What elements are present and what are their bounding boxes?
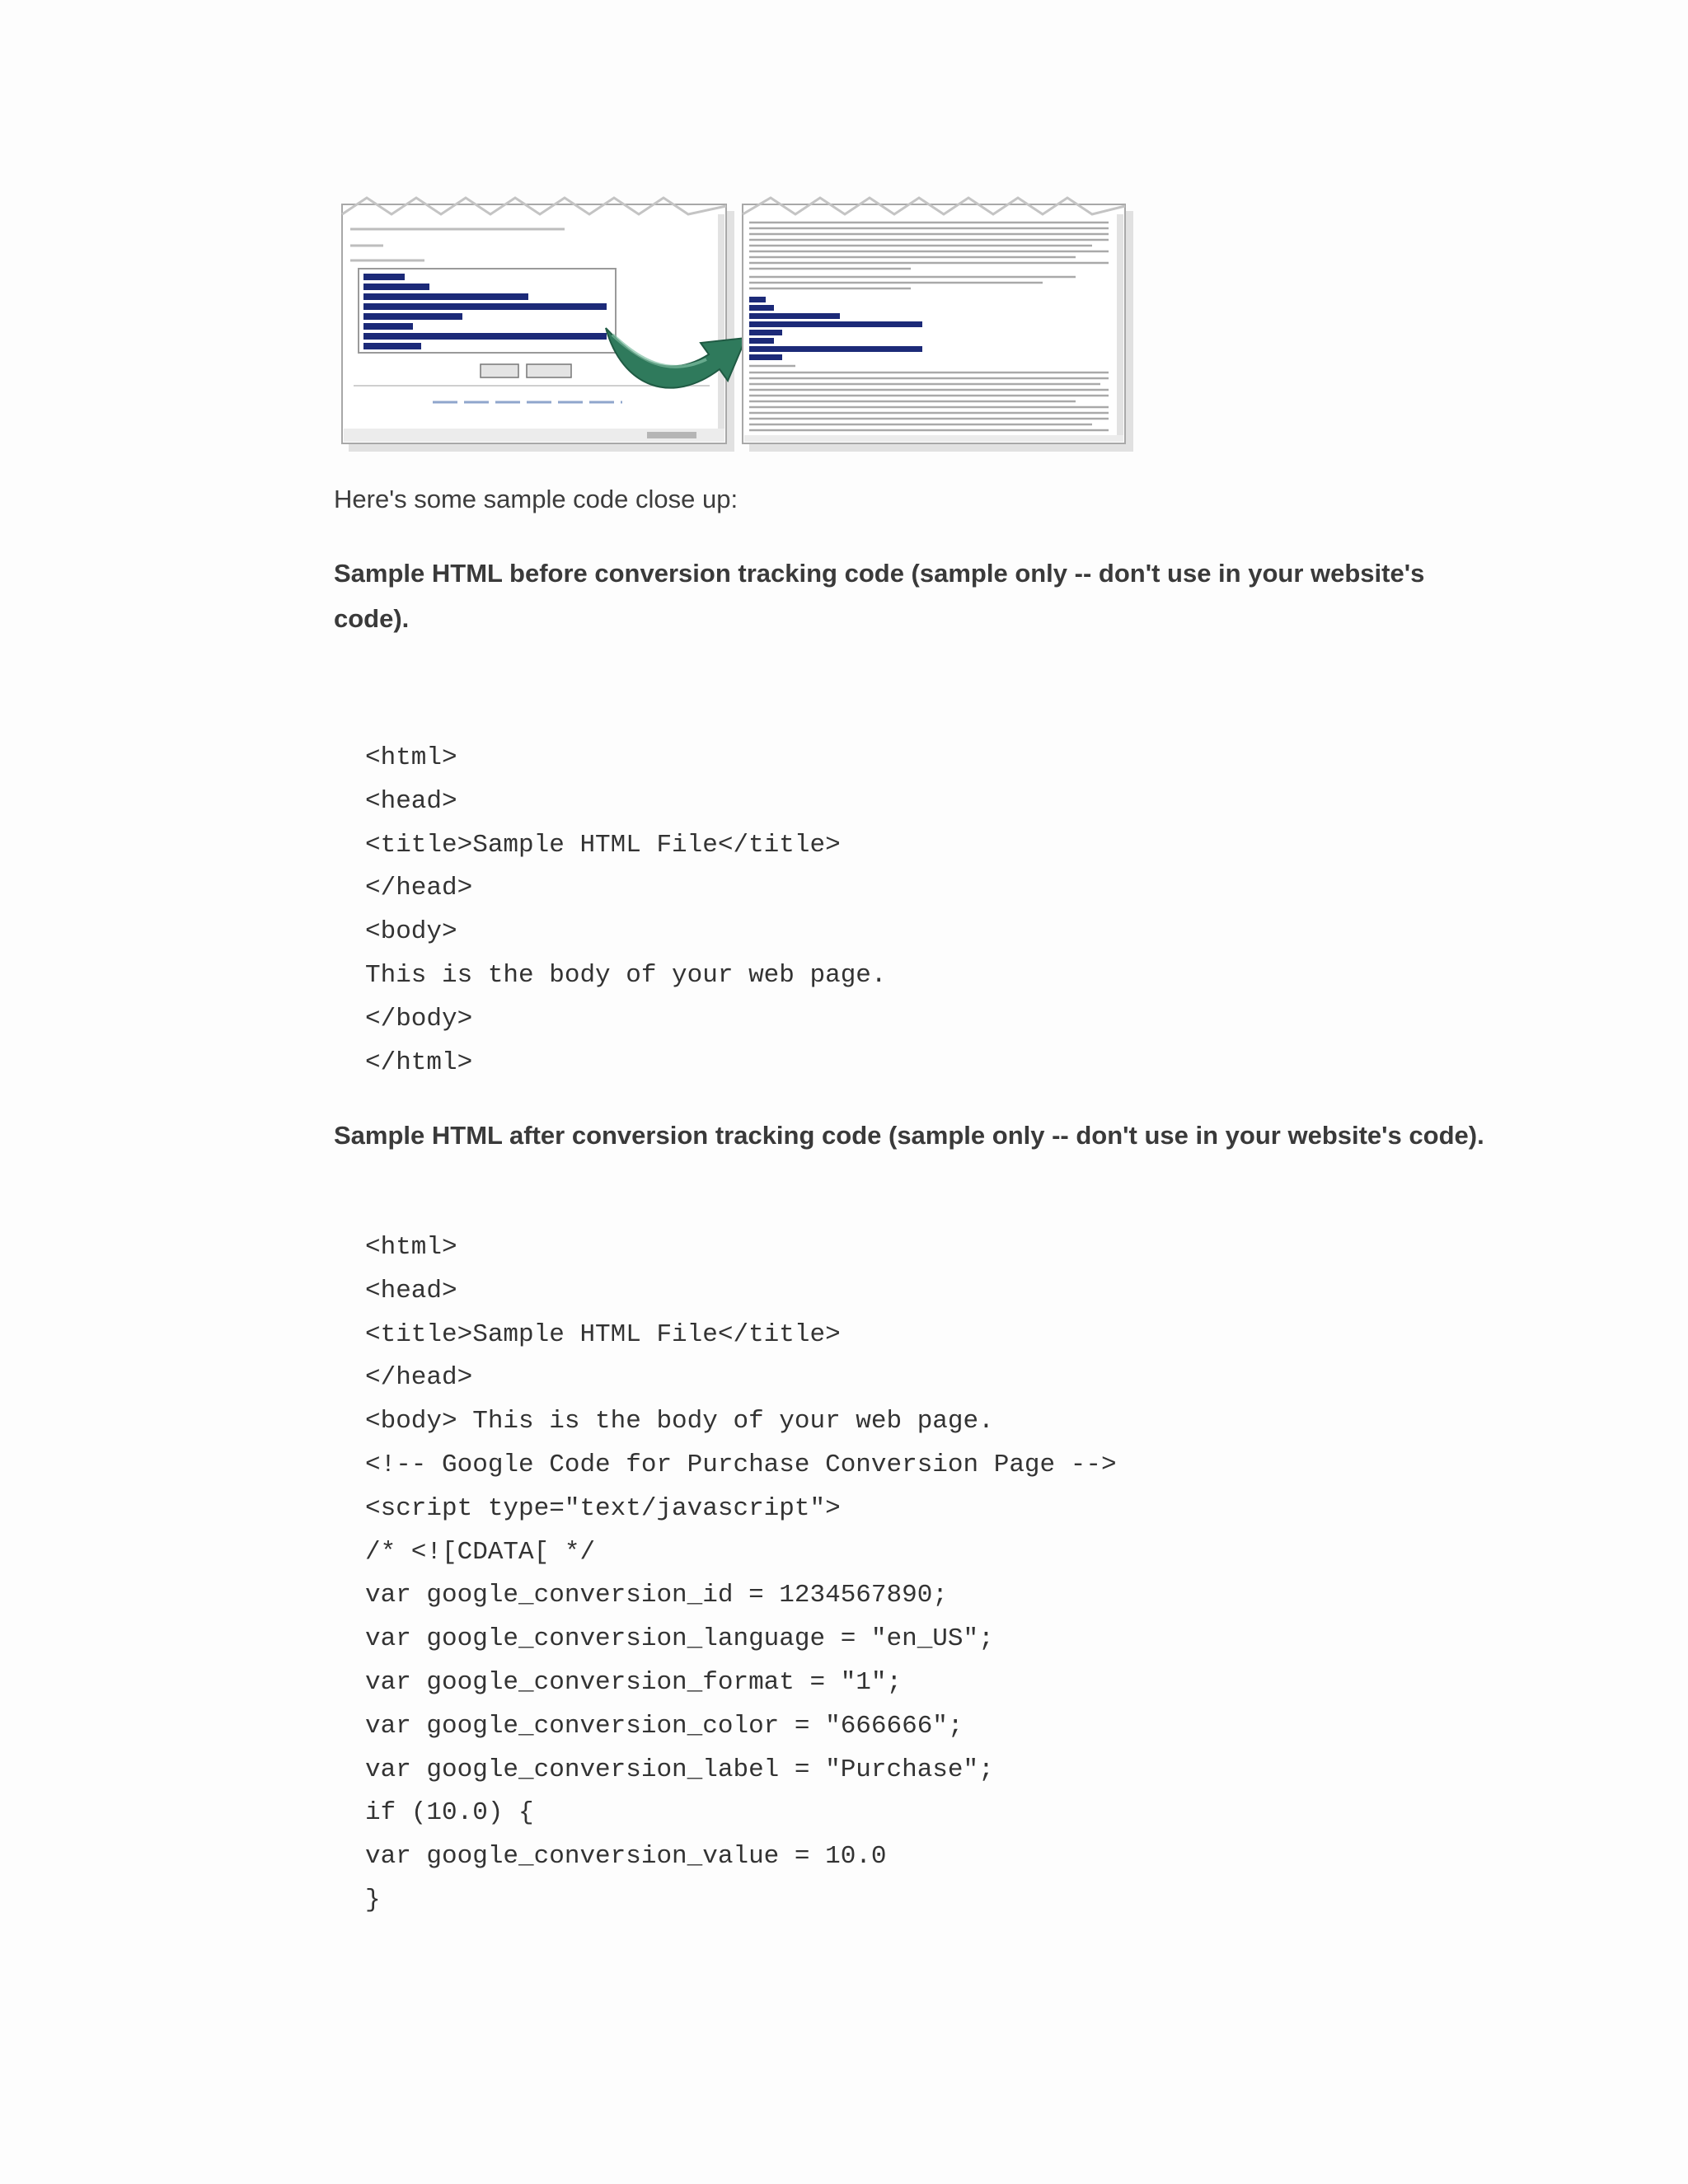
code-line: <head> [365, 786, 457, 816]
code-line: <title>Sample HTML File</title> [365, 830, 841, 860]
code-line: </html> [365, 1047, 473, 1077]
code-line: <html> [365, 1233, 457, 1262]
code-line: var google_conversion_language = "en_US"; [365, 1624, 994, 1654]
code-line: var google_conversion_color = "666666"; [365, 1711, 964, 1741]
code-line: <!-- Google Code for Purchase Conversion Page --> [365, 1450, 1117, 1479]
left-window-screenshot [342, 198, 734, 452]
after-heading: Sample HTML after conversion tracking code (sample only -- don't use in your website's code). [334, 1121, 1484, 1150]
right-window-screenshot [743, 198, 1133, 452]
code-line: <script type="text/javascript"> [365, 1493, 841, 1523]
code-line: <body> This is the body of your web page. [365, 1407, 994, 1436]
code-line: </body> [365, 1004, 473, 1033]
code-line: if (10.0) { [365, 1798, 534, 1828]
code-line: This is the body of your web page. [365, 960, 887, 990]
before-heading: Sample HTML before conversion tracking code (sample only -- don't use in your website's code). [334, 559, 1425, 633]
code-line: </head> [365, 1363, 473, 1393]
conversion-code-illustration [334, 190, 1133, 453]
code-line: var google_conversion_label = "Purchase"; [365, 1755, 994, 1784]
before-code-block [365, 737, 887, 1085]
after-code-block [365, 1226, 1117, 1923]
intro-text: Here's some sample code close up: [334, 485, 738, 513]
code-line: <html> [365, 743, 457, 772]
code-line: <title>Sample HTML File</title> [365, 1319, 841, 1349]
code-line: <body> [365, 917, 457, 947]
code-line: <head> [365, 1276, 457, 1305]
code-line: var google_conversion_id = 1234567890; [365, 1581, 948, 1610]
code-line: var google_conversion_value = 10.0 [365, 1842, 887, 1872]
code-line: var google_conversion_format = "1"; [365, 1667, 903, 1697]
code-line: </head> [365, 874, 473, 903]
code-line: } [365, 1885, 381, 1915]
code-line: /* <![CDATA[ */ [365, 1537, 596, 1567]
